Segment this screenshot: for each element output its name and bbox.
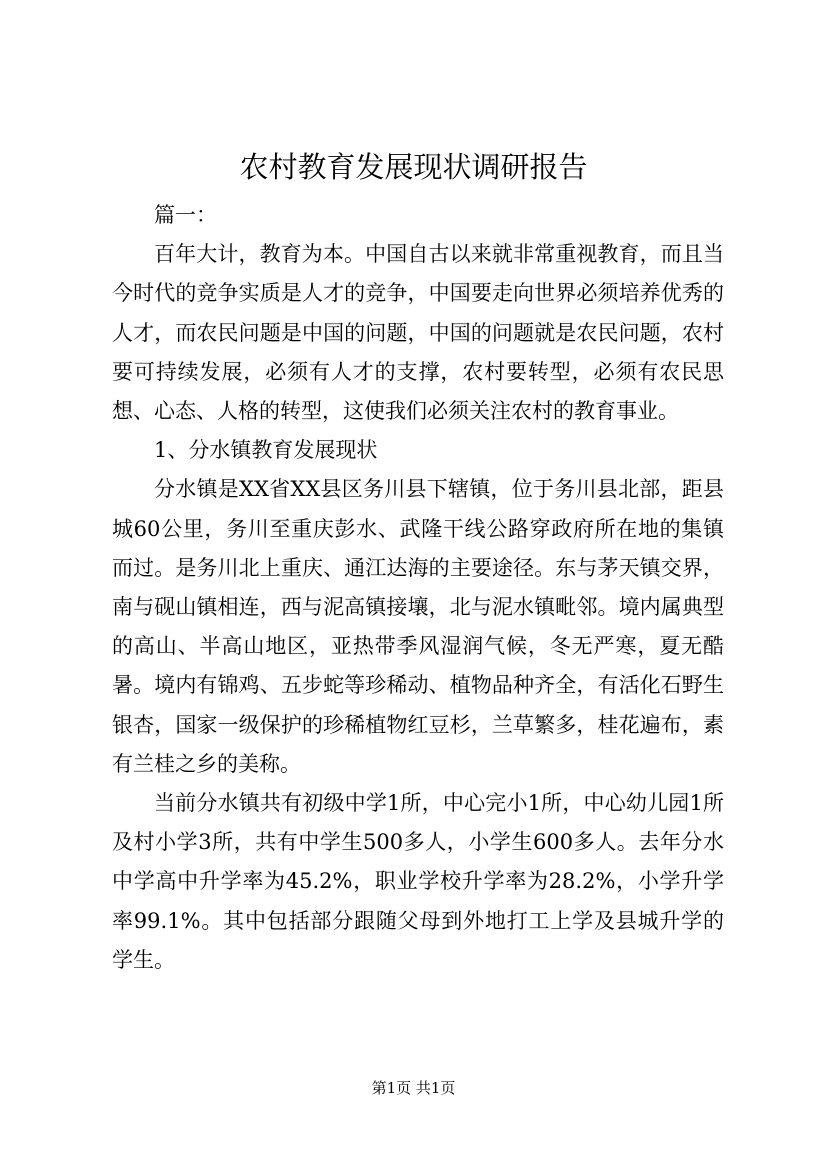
page-footer: 第1页 共1页 — [371, 1079, 456, 1097]
document-title: 农村教育发展现状调研报告 — [239, 150, 588, 184]
body-paragraph: 分水镇是XX省XX县区务川县下辖镇，位于务川县北部，距县城60公里，务川至重庆彭水、武隆干线公路穿政府所在地的集镇而过。是务川北上重庆、通江达海的主要途径。东与茅天镇交界，南与砚山镇相连，西与泥高镇接壤，北与泥水镇毗邻。境内属典型的高山、半高山地区，亚热带季风湿润气候，冬无严寒，夏无酷暑。境内有锦鸡、五步蛇等珍稀动、植物品种齐全，有活化石野生银杏，国家一级保护的珍稀植物红豆杉，兰草繁多，桂花遍布，素有兰桂之乡的美称。 — [112, 477, 724, 776]
section-heading: 篇一： — [154, 203, 217, 227]
body-paragraph: 百年大计，教育为本。中国自古以来就非常重视教育，而且当今时代的竞争实质是人才的竞争，中国要走向世界必须培养优秀的人才，而农民问题是中国的问题，中国的问题就是农民问题，农村要可持续发展，必须有人才的支撑，农村要转型，必须有农民思想、心态、人格的转型，这使我们必须关注农村的教育事业。 — [112, 242, 724, 424]
document-body — [112, 196, 724, 980]
body-paragraph: 当前分水镇共有初级中学1所，中心完小1所，中心幼儿园1所及村小学3所，共有中学生500多人，小学生600多人。去年分水中学高中升学率为45.2%，职业学校升学率为28.2%，小学升学率99.1%。其中包括部分跟随父母到外地打工上学及县城升学的学生。 — [112, 791, 724, 972]
subsection-heading: 1、分水镇教育发展现状 — [154, 438, 378, 463]
